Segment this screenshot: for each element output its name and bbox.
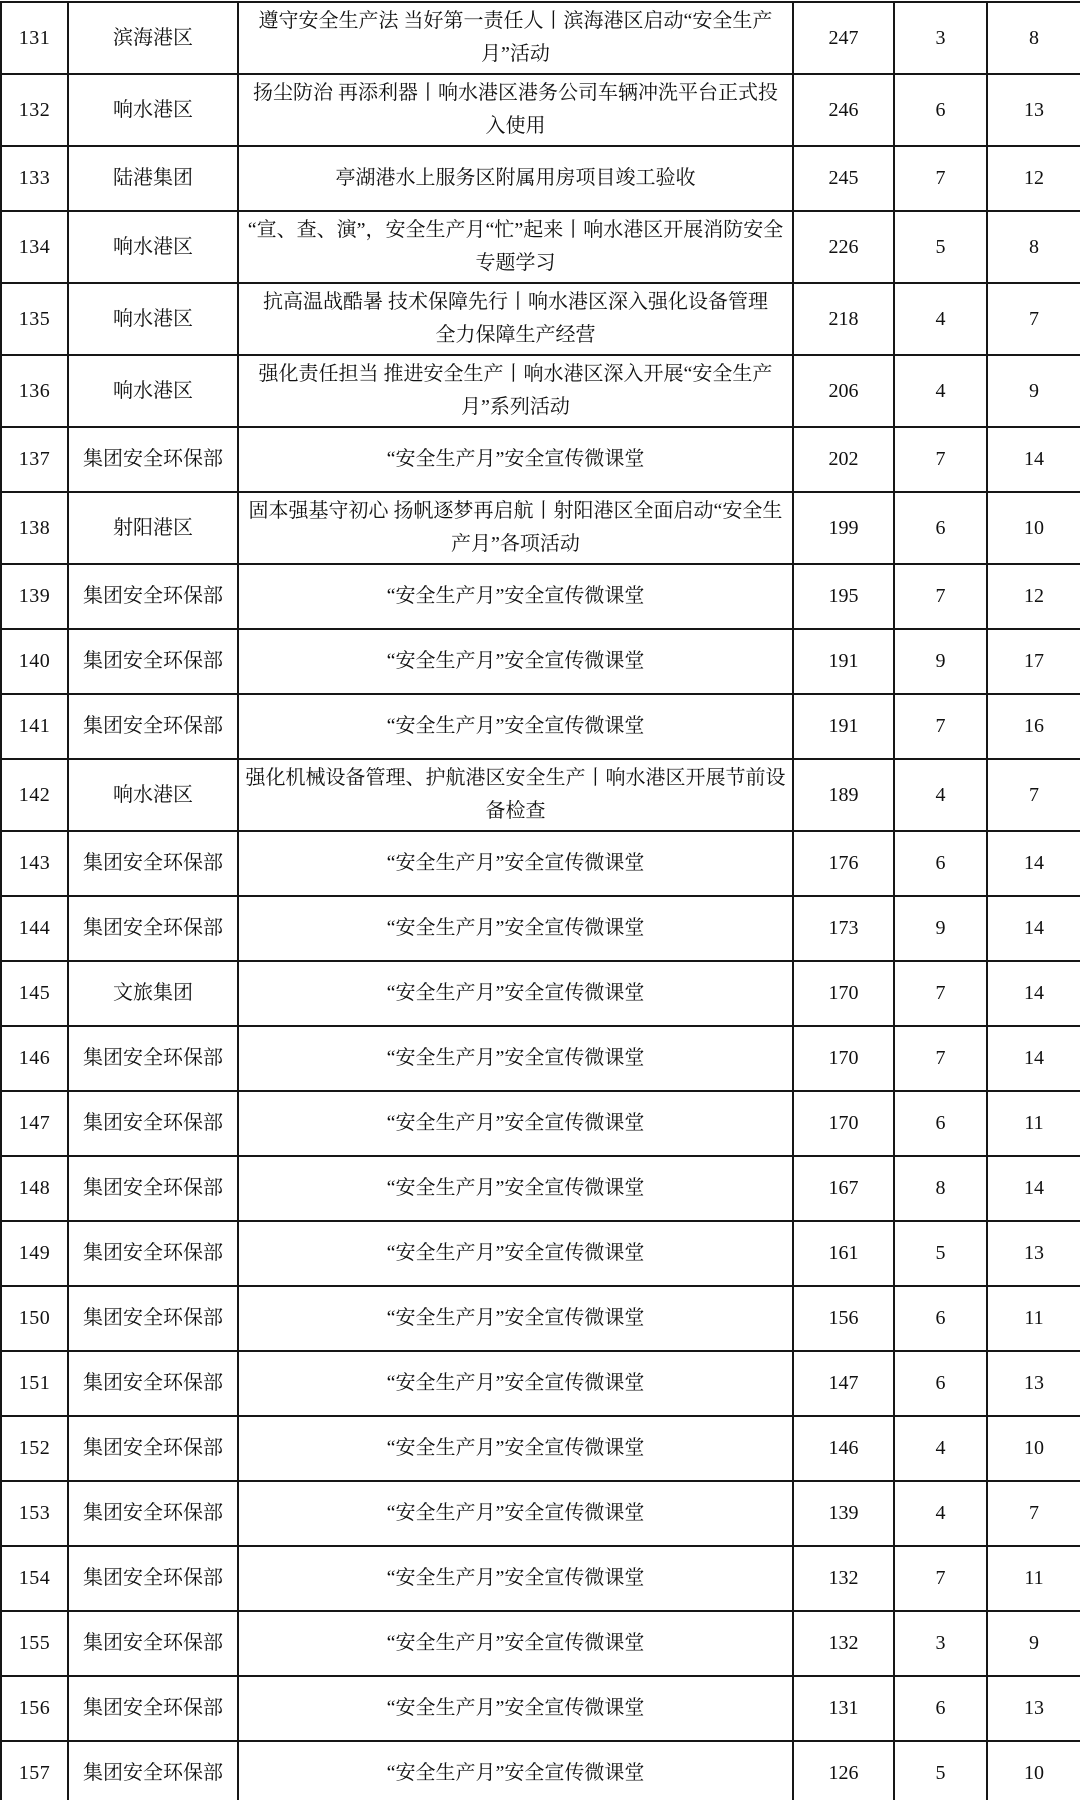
row-index: 140 [1,629,68,694]
row-metric-1: 132 [793,1611,894,1676]
row-metric-2: 7 [894,564,987,629]
row-metric-1: 195 [793,564,894,629]
row-index: 152 [1,1416,68,1481]
row-title: “安全生产月”安全宣传微课堂 [238,1091,793,1156]
row-metric-2: 6 [894,1091,987,1156]
row-metric-1: 161 [793,1221,894,1286]
row-metric-1: 170 [793,1091,894,1156]
row-metric-3: 8 [987,211,1080,283]
row-metric-3: 7 [987,283,1080,355]
row-title: 抗高温战酷暑 技术保障先行丨响水港区深入强化设备管理 全力保障生产经营 [238,283,793,355]
row-metric-1: 173 [793,896,894,961]
row-index: 147 [1,1091,68,1156]
row-department: 集团安全环保部 [68,1416,238,1481]
row-metric-1: 246 [793,74,894,146]
row-index: 157 [1,1741,68,1800]
row-metric-1: 226 [793,211,894,283]
row-index: 145 [1,961,68,1026]
row-metric-3: 13 [987,1351,1080,1416]
table-row [1,896,1080,961]
row-department: 集团安全环保部 [68,1351,238,1416]
row-title: 遵守安全生产法 当好第一责任人丨滨海港区启动“安全生产月”活动 [238,2,793,74]
row-index: 149 [1,1221,68,1286]
row-department: 集团安全环保部 [68,1546,238,1611]
row-department: 集团安全环保部 [68,1676,238,1741]
row-metric-2: 4 [894,355,987,427]
row-metric-2: 9 [894,629,987,694]
row-index: 135 [1,283,68,355]
row-title: “安全生产月”安全宣传微课堂 [238,1676,793,1741]
row-metric-1: 199 [793,492,894,564]
row-title: “安全生产月”安全宣传微课堂 [238,694,793,759]
row-title: “安全生产月”安全宣传微课堂 [238,831,793,896]
row-metric-3: 13 [987,74,1080,146]
row-title: “安全生产月”安全宣传微课堂 [238,961,793,1026]
table-row [1,1416,1080,1481]
row-index: 132 [1,74,68,146]
row-metric-1: 139 [793,1481,894,1546]
row-index: 142 [1,759,68,831]
table-row [1,283,1080,355]
row-index: 136 [1,355,68,427]
row-index: 141 [1,694,68,759]
row-department: 射阳港区 [68,492,238,564]
row-department: 集团安全环保部 [68,694,238,759]
row-metric-2: 5 [894,1741,987,1800]
table-row [1,146,1080,211]
row-metric-2: 8 [894,1156,987,1221]
table-row [1,211,1080,283]
row-metric-1: 191 [793,694,894,759]
row-metric-2: 7 [894,427,987,492]
row-metric-3: 10 [987,492,1080,564]
row-title: “安全生产月”安全宣传微课堂 [238,629,793,694]
row-department: 响水港区 [68,355,238,427]
row-title: “安全生产月”安全宣传微课堂 [238,427,793,492]
row-department: 响水港区 [68,759,238,831]
row-index: 154 [1,1546,68,1611]
table-row [1,1351,1080,1416]
row-title: 扬尘防治 再添利器丨响水港区港务公司车辆冲洗平台正式投入使用 [238,74,793,146]
row-metric-3: 12 [987,146,1080,211]
row-department: 集团安全环保部 [68,896,238,961]
row-title: 亭湖港水上服务区附属用房项目竣工验收 [238,146,793,211]
row-title: “安全生产月”安全宣传微课堂 [238,1546,793,1611]
row-index: 133 [1,146,68,211]
row-metric-2: 7 [894,146,987,211]
table-row [1,1481,1080,1546]
row-metric-3: 14 [987,961,1080,1026]
row-metric-3: 9 [987,1611,1080,1676]
row-index: 131 [1,2,68,74]
row-title: “安全生产月”安全宣传微课堂 [238,1026,793,1091]
row-title: 强化机械设备管理、护航港区安全生产丨响水港区开展节前设备检查 [238,759,793,831]
row-metric-1: 176 [793,831,894,896]
row-metric-2: 6 [894,1286,987,1351]
row-index: 148 [1,1156,68,1221]
table-row [1,492,1080,564]
row-index: 150 [1,1286,68,1351]
table-row [1,427,1080,492]
row-title: “安全生产月”安全宣传微课堂 [238,1156,793,1221]
row-metric-1: 131 [793,1676,894,1741]
row-department: 陆港集团 [68,146,238,211]
row-metric-2: 4 [894,283,987,355]
row-department: 集团安全环保部 [68,1286,238,1351]
row-metric-1: 146 [793,1416,894,1481]
row-metric-1: 132 [793,1546,894,1611]
row-title: “安全生产月”安全宣传微课堂 [238,1481,793,1546]
table-row [1,1741,1080,1800]
row-department: 集团安全环保部 [68,1221,238,1286]
row-title: “安全生产月”安全宣传微课堂 [238,1611,793,1676]
table-row [1,1611,1080,1676]
row-department: 集团安全环保部 [68,1026,238,1091]
row-metric-1: 189 [793,759,894,831]
row-metric-2: 7 [894,694,987,759]
row-index: 137 [1,427,68,492]
row-metric-3: 12 [987,564,1080,629]
row-metric-2: 7 [894,1026,987,1091]
row-metric-3: 14 [987,896,1080,961]
row-metric-3: 9 [987,355,1080,427]
table-row [1,961,1080,1026]
row-title: “安全生产月”安全宣传微课堂 [238,1286,793,1351]
table-row [1,759,1080,831]
row-department: 集团安全环保部 [68,564,238,629]
row-index: 134 [1,211,68,283]
row-metric-3: 14 [987,1026,1080,1091]
row-index: 151 [1,1351,68,1416]
row-title: 固本强基守初心 扬帆逐梦再启航丨射阳港区全面启动“安全生产月”各项活动 [238,492,793,564]
row-metric-2: 4 [894,759,987,831]
row-metric-3: 10 [987,1416,1080,1481]
row-title: “安全生产月”安全宣传微课堂 [238,1351,793,1416]
row-department: 集团安全环保部 [68,831,238,896]
row-department: 响水港区 [68,74,238,146]
row-metric-3: 17 [987,629,1080,694]
row-metric-2: 6 [894,1676,987,1741]
table-row [1,1676,1080,1741]
row-index: 156 [1,1676,68,1741]
row-metric-3: 16 [987,694,1080,759]
row-metric-2: 5 [894,211,987,283]
row-metric-2: 4 [894,1416,987,1481]
row-department: 集团安全环保部 [68,1091,238,1156]
row-department: 响水港区 [68,211,238,283]
table-row [1,1156,1080,1221]
row-index: 139 [1,564,68,629]
row-department: 集团安全环保部 [68,629,238,694]
table-row [1,831,1080,896]
row-metric-3: 7 [987,1481,1080,1546]
table-row [1,564,1080,629]
table-row [1,1546,1080,1611]
table-row [1,355,1080,427]
row-metric-3: 8 [987,2,1080,74]
row-index: 146 [1,1026,68,1091]
row-title: “宣、查、演”，安全生产月“忙”起来丨响水港区开展消防安全专题学习 [238,211,793,283]
row-department: 文旅集团 [68,961,238,1026]
row-metric-1: 170 [793,1026,894,1091]
row-metric-2: 3 [894,2,987,74]
table-row [1,1026,1080,1091]
row-department: 集团安全环保部 [68,1741,238,1800]
row-metric-3: 14 [987,831,1080,896]
row-title: “安全生产月”安全宣传微课堂 [238,1741,793,1800]
row-metric-1: 218 [793,283,894,355]
row-metric-1: 167 [793,1156,894,1221]
row-index: 153 [1,1481,68,1546]
row-title: “安全生产月”安全宣传微课堂 [238,1221,793,1286]
row-metric-3: 7 [987,759,1080,831]
row-metric-3: 11 [987,1286,1080,1351]
row-metric-1: 156 [793,1286,894,1351]
row-title: “安全生产月”安全宣传微课堂 [238,1416,793,1481]
row-department: 集团安全环保部 [68,1156,238,1221]
table-row [1,1091,1080,1156]
row-metric-3: 14 [987,1156,1080,1221]
row-metric-2: 7 [894,1546,987,1611]
row-department: 集团安全环保部 [68,427,238,492]
row-metric-1: 147 [793,1351,894,1416]
row-metric-1: 202 [793,427,894,492]
table-row [1,1221,1080,1286]
row-metric-3: 13 [987,1676,1080,1741]
row-metric-1: 247 [793,2,894,74]
row-department: 集团安全环保部 [68,1611,238,1676]
row-metric-3: 14 [987,427,1080,492]
row-department: 响水港区 [68,283,238,355]
row-metric-1: 191 [793,629,894,694]
row-metric-2: 6 [894,74,987,146]
report-table [0,1,1080,1800]
row-department: 集团安全环保部 [68,1481,238,1546]
row-metric-1: 206 [793,355,894,427]
row-metric-2: 6 [894,831,987,896]
row-metric-2: 6 [894,1351,987,1416]
row-metric-2: 6 [894,492,987,564]
row-index: 143 [1,831,68,896]
row-metric-2: 4 [894,1481,987,1546]
row-metric-1: 245 [793,146,894,211]
row-metric-1: 126 [793,1741,894,1800]
table-row [1,74,1080,146]
row-title: 强化责任担当 推进安全生产丨响水港区深入开展“安全生产月”系列活动 [238,355,793,427]
row-metric-2: 3 [894,1611,987,1676]
row-department: 滨海港区 [68,2,238,74]
row-metric-2: 9 [894,896,987,961]
table-row [1,2,1080,74]
row-metric-3: 10 [987,1741,1080,1800]
table-row [1,1286,1080,1351]
row-index: 155 [1,1611,68,1676]
row-metric-1: 170 [793,961,894,1026]
row-metric-3: 11 [987,1546,1080,1611]
row-title: “安全生产月”安全宣传微课堂 [238,896,793,961]
row-metric-3: 13 [987,1221,1080,1286]
row-index: 138 [1,492,68,564]
row-metric-2: 5 [894,1221,987,1286]
report-table-body [1,2,1080,1800]
row-metric-3: 11 [987,1091,1080,1156]
table-row [1,694,1080,759]
row-metric-2: 7 [894,961,987,1026]
row-title: “安全生产月”安全宣传微课堂 [238,564,793,629]
table-row [1,629,1080,694]
row-index: 144 [1,896,68,961]
